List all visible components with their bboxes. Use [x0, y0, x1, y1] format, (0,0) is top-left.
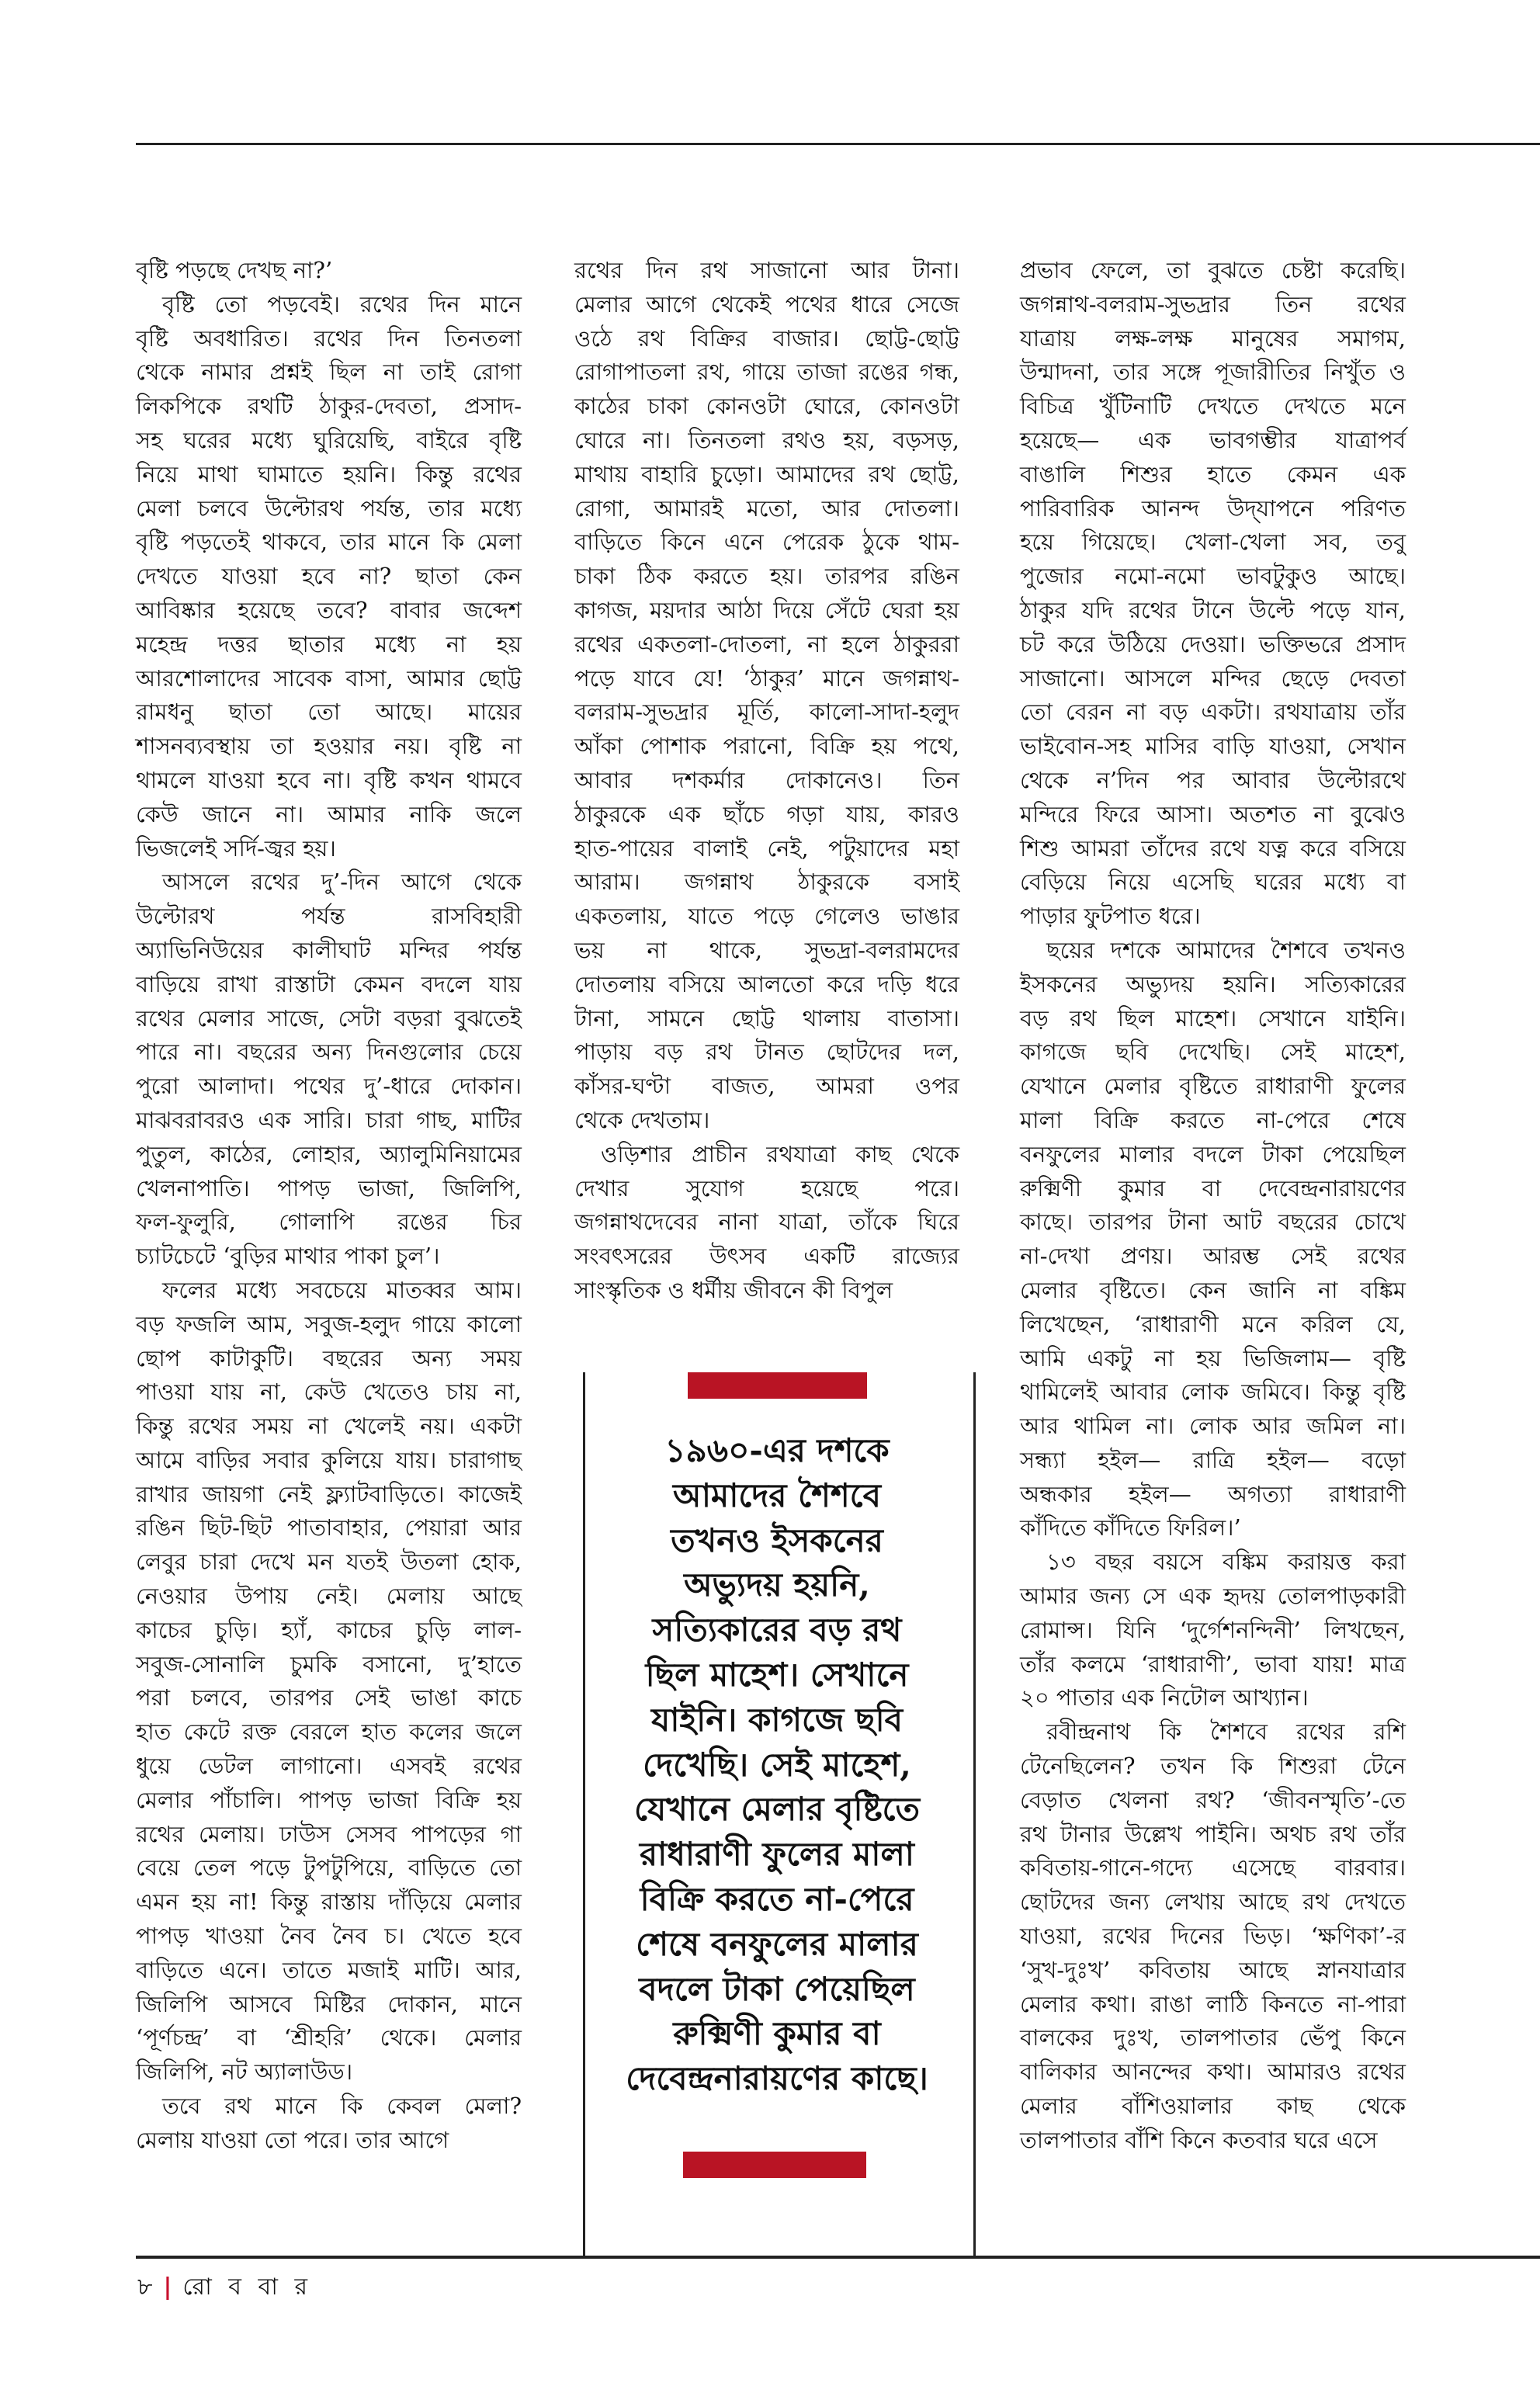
pull-quote-line: আমাদের শৈশবে: [672, 1476, 882, 1514]
text-line: পরা চলবে, তারপর সেই ভাঙা কাচে: [136, 1684, 522, 1712]
text-line: কাঁসর-ঘণ্টা বাজত, আমরা ওপর: [574, 1073, 959, 1100]
top-rule: [136, 143, 1540, 145]
text-line: যাওয়া, রথের দিনের ভিড়। ‘ক্ষণিকা’-র: [1020, 1923, 1406, 1950]
text-line: মেলার পাঁচালি। পাপড় ভাজা বিক্রি হয়: [136, 1786, 522, 1813]
text-line: টেনেছিলেন? তখন কি শিশুরা টেনে: [1020, 1753, 1406, 1780]
text-line: মাথায় বাহারি চুড়ো। আমাদের রথ ছোট্ট,: [574, 460, 959, 487]
text-line: আবিষ্কার হয়েছে তবে? বাবার জব্দেশ: [136, 596, 522, 623]
text-line: পারে না। বছরের অন্য দিনগুলোর চেয়ে: [136, 1039, 522, 1066]
text-line: ঠাকুর যদি রথের টানে উল্টে পড়ে যান,: [1020, 596, 1406, 623]
text-line: উন্মাদনা, তার সঙ্গে পূজারীতির নিখুঁত ও: [1020, 359, 1406, 386]
text-line: মন্দিরে ফিরে আসা। অতশত না বুঝেও: [1020, 800, 1406, 827]
text-line: ফল-ফুলুরি, গোলাপি রঙের চির: [136, 1209, 522, 1236]
text-line: পুরো আলাদা। পথের দু’-ধারে দোকান।: [136, 1073, 522, 1100]
text-line: এমন হয় না! কিন্তু রাস্তায় দাঁড়িয়ে মেলার: [136, 1888, 522, 1916]
text-line: আর থামিল না। লোক আর জমিল না।: [1020, 1413, 1406, 1440]
pull-quote-line: ১৯৬০-এর দশকে: [664, 1431, 890, 1469]
text-line: আবার দশকর্মার দোকানেও। তিন: [574, 766, 959, 793]
text-line: মাঝবরাবরও এক সারি। চারা গাছ, মাটির: [136, 1106, 522, 1133]
pull-quote-left-divider: [583, 1372, 585, 2257]
text-line: তাঁর কলমে ‘রাধারাণী’, ভাবা যায়! মাত্র: [1020, 1650, 1406, 1677]
text-line: হয়েছে— এক ভাবগম্ভীর যাত্রাপর্ব: [1020, 426, 1406, 453]
text-line: শিশু আমরা তাঁদের রথে যত্ন করে বসিয়ে: [1020, 834, 1406, 862]
text-line: লিখেছেন, ‘রাধারাণী মনে করিল যে,: [1020, 1310, 1406, 1337]
text-line: রবীন্দ্রনাথ কি শৈশবে রথের রশি: [1046, 1718, 1406, 1746]
text-line: নিয়ে মাথা ঘামাতে হয়নি। কিন্তু রথের: [136, 460, 522, 487]
text-line: বৃষ্টি তো পড়বেই। রথের দিন মানে: [162, 290, 522, 317]
text-line: জিলিপি, নট অ্যালাউড।: [136, 2058, 353, 2086]
text-line: ঠাকুরকে এক ছাঁচে গড়া যায়, কারও: [574, 800, 959, 827]
text-line: যেখানে মেলার বৃষ্টিতে রাধারাণী ফুলের: [1020, 1073, 1406, 1100]
text-line: পাড়ার ফুটপাত ধরে।: [1020, 903, 1201, 930]
text-line: রথের মেলার সাজে, সেটা বড়রা বুঝতেই: [136, 1004, 522, 1032]
text-line: তালপাতার বাঁশি কিনে কতবার ঘরে এসে: [1020, 2126, 1378, 2153]
footer-separator: |: [163, 2273, 177, 2301]
pull-quote-line: দেখেছি। সেই মাহেশ,: [643, 1745, 911, 1784]
pull-quote-line: রুক্মিণী কুমার বা: [673, 2014, 881, 2053]
text-line: কাচের চুড়ি। হ্যাঁ, কাচের চুড়ি লাল-: [136, 1616, 522, 1643]
text-line: রুক্মিণী কুমার বা দেবেন্দ্রনারায়ণের: [1020, 1174, 1406, 1202]
text-line: পারিবারিক আনন্দ উদ্‌যাপনে পরিণত: [1020, 494, 1406, 522]
text-line: বাড়িয়ে রাখা রাস্তাটা কেমন বদলে যায়: [136, 970, 522, 997]
text-line: একতলায়, যাতে পড়ে গেলেও ভাঙার: [574, 903, 959, 930]
text-line: ‘পূর্ণচন্দ্র’ বা ‘শ্রীহরি’ থেকে। মেলার: [136, 2024, 522, 2051]
paragraph: [136, 1274, 522, 2090]
pull-quote-top-bar: [688, 1372, 867, 1399]
text-line: না-দেখা প্রণয়। আরম্ভ সেই রথের: [1020, 1243, 1406, 1270]
text-line: প্রভাব ফেলে, তা বুঝতে চেষ্টা করেছি।: [1020, 257, 1406, 283]
text-line: আরাম। জগন্নাথ ঠাকুরকে বসাই: [574, 869, 959, 896]
text-line: বেড়িয়ে নিয়ে এসেছি ঘরের মধ্যে বা: [1020, 869, 1406, 896]
article-column-1: [136, 254, 522, 2158]
text-line: বৃষ্টি পড়ছে দেখছ না?’: [136, 257, 333, 283]
text-line: উল্টোরথ পর্যন্ত রাসবিহারী: [136, 903, 522, 930]
text-line: পুতুল, কাঠের, লোহার, অ্যালুমিনিয়ামের: [136, 1140, 522, 1167]
text-line: বলরাম-সুভদ্রার মূর্তি, কালো-সাদা-হলুদ: [574, 699, 959, 726]
text-line: আমে বাড়ির সবার কুলিয়ে যায়। চারাগাছ: [136, 1446, 522, 1473]
text-line: ছয়ের দশকে আমাদের শৈশবে তখনও: [1046, 936, 1406, 963]
text-line: রামধনু ছাতা তো আছে। মায়ের: [136, 699, 522, 726]
text-line: হয়ে গিয়েছে। খেলা-খেলা সব, তবু: [1020, 529, 1406, 556]
paragraph: [136, 2090, 522, 2158]
text-line: থামলে যাওয়া হবে না। বৃষ্টি কখন থামবে: [136, 766, 522, 793]
paragraph: [136, 254, 522, 288]
pull-quote-line: রাধারাণী ফুলের মালা: [640, 1835, 914, 1874]
text-line: বনফুলের মালার বদলে টাকা পেয়েছিল: [1020, 1140, 1406, 1167]
text-line: রোগাপাতলা রথ, গায়ে তাজা রঙের গন্ধ,: [574, 359, 959, 386]
text-line: তবে রথ মানে কি কেবল মেলা?: [162, 2093, 522, 2120]
text-line: লিকপিকে রথটি ঠাকুর-দেবতা, প্রসাদ-: [136, 393, 522, 420]
text-line: অন্ধকার হইল— অগত্যা রাধারাণী: [1020, 1480, 1406, 1507]
text-line: আমি একটু না হয় ভিজিলাম— বৃষ্টি: [1020, 1344, 1406, 1372]
text-line: সবুজ-সোনালি চুমকি বসানো, দু’হাতে: [136, 1650, 522, 1677]
text-line: আঁকা পোশাক পরানো, বিক্রি হয় পথে,: [574, 733, 959, 760]
text-line: থামিলেই আবার লোক জমিবে। কিন্তু বৃষ্টি: [1020, 1379, 1406, 1406]
text-line: সন্ধ্যা হইল— রাত্রি হইল— বড়ো: [1020, 1446, 1406, 1473]
text-line: কাছে। তারপর টানা আট বছরের চোখে: [1020, 1209, 1406, 1236]
text-line: রথের মেলায়। ঢাউস সেসব পাপড়ের গা: [136, 1820, 522, 1847]
text-line: থেকে ন’দিন পর আবার উল্টোরথে: [1020, 766, 1406, 793]
text-line: চট করে উঠিয়ে দেওয়া। ভক্তিভরে প্রসাদ: [1020, 630, 1406, 657]
text-line: থেকে নামার প্রশ্নই ছিল না তাই রোগা: [136, 359, 522, 386]
text-line: খেলনাপাতি। পাপড় ভাজা, জিলিপি,: [136, 1174, 522, 1202]
text-line: হাত কেটে রক্ত বেরলে হাত কলের জলে: [136, 1718, 522, 1746]
text-line: ছোটদের জন্য লেখায় আছে রথ দেখতে: [1020, 1888, 1406, 1916]
text-line: রঙিন ছিট-ছিট পাতাবাহার, পেয়ারা আর: [136, 1514, 522, 1542]
text-line: পাওয়া যায় না, কেউ খেতেও চায় না,: [136, 1379, 522, 1406]
text-line: সহ ঘরের মধ্যে ঘুরিয়েছি, বাইরে বৃষ্টি: [136, 426, 522, 453]
text-line: ১৩ বছর বয়সে বঙ্কিম করায়ত্ত করা: [1046, 1549, 1406, 1576]
text-line: ফলের মধ্যে সবচেয়ে মাতব্বর আম।: [162, 1276, 522, 1303]
text-line: মেলায় যাওয়া তো পরে। তার আগে: [136, 2126, 449, 2153]
publication-name: রো ব বা র: [182, 2273, 312, 2301]
pull-quote-bottom-bar: [683, 2152, 866, 2178]
text-line: যাত্রায় লক্ষ-লক্ষ মানুষের সমাগম,: [1020, 324, 1406, 352]
text-line: মেলা চলবে উল্টোরথ পর্যন্ত, তার মধ্যে: [136, 494, 522, 522]
text-line: কিন্তু রথের সময় না খেলেই নয়। একটা: [136, 1413, 522, 1440]
article-column-3: [1020, 254, 1406, 2158]
text-line: ছোপ কাটাকুটি। বছরের অন্য সময়: [136, 1344, 522, 1372]
text-line: কাঁদিতে কাঁদিতে ফিরিল।’: [1020, 1514, 1241, 1542]
paragraph: [136, 865, 522, 1274]
text-line: ভাইবোন-সহ মাসির বাড়ি যাওয়া, সেখান: [1020, 733, 1406, 760]
text-line: থেকে দেখতাম।: [574, 1106, 710, 1133]
text-line: নেওয়ার উপায় নেই। মেলায় আছে: [136, 1583, 522, 1610]
text-line: ভিজলেই সর্দি-জ্বর হয়।: [136, 834, 336, 862]
text-line: জিলিপি আসবে মিষ্টির দোকান, মানে: [136, 1990, 522, 2017]
pull-quote-line: শেষে বনফুলের মালার: [636, 1924, 918, 1963]
text-line: টানা, সামনে ছোট্ট থালায় বাতাসা।: [574, 1004, 959, 1032]
text-line: বাড়িতে কিনে এনে পেরেক ঠুকে থাম-: [574, 529, 959, 556]
pull-quote-line: যাইনি। কাগজে ছবি: [651, 1700, 903, 1739]
paragraph: [1020, 934, 1406, 1545]
text-line: অ্যাভিনিউয়ের কালীঘাট মন্দির পর্যন্ত: [136, 936, 522, 963]
article-column-2: [574, 254, 959, 1308]
pull-quote-line: বিক্রি করতে না-পেরে: [640, 1879, 914, 1918]
text-line: জগন্নাথ-বলরাম-সুভদ্রার তিন রথের: [1020, 290, 1406, 317]
text-line: পুজোর নমো-নমো ভাবটুকুও আছে।: [1020, 563, 1406, 590]
text-line: রোমান্স। যিনি ‘দুর্গেশনন্দিনী’ লিখছেন,: [1020, 1616, 1406, 1643]
text-line: দেখার সুযোগ হয়েছে পরে।: [574, 1174, 959, 1202]
text-line: পাড়ায় বড় রথ টানত ছোটদের দল,: [574, 1039, 959, 1066]
text-line: তো বেরন না বড় একটা। রথযাত্রায় তাঁর: [1020, 699, 1406, 726]
text-line: ওঠে রথ বিক্রির বাজার। ছোট্ট-ছোট্ট: [574, 324, 959, 352]
text-line: মেলার বৃষ্টিতে। কেন জানি না বঙ্কিম: [1020, 1276, 1406, 1303]
text-line: বিচিত্র খুঁটিনাটি দেখতে দেখতে মনে: [1020, 393, 1406, 420]
text-line: কেউ জানে না। আমার নাকি জলে: [136, 800, 522, 827]
paragraph: [1020, 1545, 1406, 1715]
text-line: সংবৎসরের উৎসব একটি রাজ্যের: [574, 1243, 959, 1270]
text-line: কাগজ, ময়দার আঠা দিয়ে সেঁটে ঘেরা হয়: [574, 596, 959, 623]
text-line: ইসকনের অভ্যুদয় হয়নি। সত্যিকারের: [1020, 970, 1406, 997]
text-line: সাজানো। আসলে মন্দির ছেড়ে দেবতা: [1020, 664, 1406, 692]
text-line: শাসনব্যবস্থায় তা হওয়ার নয়। বৃষ্টি না: [136, 733, 522, 760]
page-number: ৮: [137, 2273, 158, 2301]
text-line: ২০ পাতার এক নিটোল আখ্যান।: [1020, 1684, 1309, 1712]
text-line: রথ টানার উল্লেখ পাইনি। অথচ রথ তাঁর: [1020, 1820, 1406, 1847]
text-line: বড় ফজলি আম, সবুজ-হলুদ গায়ে কালো: [136, 1310, 522, 1337]
text-line: রথের একতলা-দোতলা, না হলে ঠাকুররা: [574, 630, 959, 657]
text-line: মেলার কথা। রাঙা লাঠি কিনতে না-পারা: [1020, 1990, 1406, 2017]
paragraph: [1020, 1715, 1406, 2157]
text-line: সাংস্কৃতিক ও ধর্মীয় জীবনে কী বিপুল: [574, 1276, 893, 1303]
text-line: ‘সুখ-দুঃখ’ কবিতায় আছে স্নানযাত্রার: [1020, 1956, 1406, 1983]
text-line: বালকের দুঃখ, তালপাতার ভেঁপু কিনে: [1020, 2024, 1406, 2051]
text-line: পাপড় খাওয়া নৈব নৈব চ। খেতে হবে: [136, 1923, 522, 1950]
pull-quote-line: অভ্যুদয় হয়নি,: [684, 1566, 870, 1604]
text-line: মালা বিক্রি করতে না-পেরে শেষে: [1020, 1106, 1406, 1133]
text-line: বেড়াত খেলনা রথ? ‘জীবনস্মৃতি’-তে: [1020, 1786, 1406, 1813]
text-line: বাঙালি শিশুর হাতে কেমন এক: [1020, 460, 1406, 487]
pull-quote-line: যেখানে মেলার বৃষ্টিতে: [633, 1790, 921, 1829]
text-line: কাগজে ছবি দেখেছি। সেই মাহেশ,: [1020, 1039, 1406, 1066]
text-line: মহেন্দ্র দত্তর ছাতার মধ্যে না হয়: [136, 630, 522, 657]
text-line: হাত-পায়ের বালাই নেই, পটুয়াদের মহা: [574, 834, 959, 862]
text-line: দেখতে যাওয়া হবে না? ছাতা কেন: [136, 563, 522, 590]
text-line: চাকা ঠিক করতে হয়। তারপর রঙিন: [574, 563, 959, 590]
text-line: বৃষ্টি পড়তেই থাকবে, তার মানে কি মেলা: [136, 529, 522, 556]
pull-quote-right-divider: [973, 1372, 976, 2257]
text-line: রথের দিন রথ সাজানো আর টানা।: [574, 257, 959, 283]
text-line: লেবুর চারা দেখে মন যতই উতলা হোক,: [136, 1549, 522, 1576]
text-line: ধুয়ে ডেটল লাগানো। এসবই রথের: [136, 1753, 522, 1780]
pull-quote-line: তখনও ইসকনের: [671, 1521, 883, 1559]
text-line: দোতলায় বসিয়ে আলতো করে দড়ি ধরে: [574, 970, 959, 997]
text-line: মেলার আগে থেকেই পথের ধারে সেজে: [574, 290, 959, 317]
text-line: মেলার বাঁশিওয়ালার কাছ থেকে: [1020, 2093, 1406, 2120]
text-line: বড় রথ ছিল মাহেশ। সেখানে যাইনি।: [1020, 1004, 1406, 1032]
text-line: ঘোরে না। তিনতলা রথও হয়, বড়সড়,: [574, 426, 959, 453]
paragraph: [136, 288, 522, 866]
text-line: ওড়িশার প্রাচীন রথযাত্রা কাছ থেকে: [601, 1140, 959, 1167]
pull-quote-line: সত্যিকারের বড় রথ: [652, 1611, 902, 1649]
text-line: বেয়ে তেল পড়ে টুপটুপিয়ে, বাড়িতে তো: [136, 1854, 522, 1881]
text-line: বাড়িতে এনে। তাতে মজাই মাটি। আর,: [136, 1956, 522, 1983]
text-line: আসলে রথের দু’-দিন আগে থেকে: [162, 869, 522, 896]
text-line: বালিকার আনন্দের কথা। আমারও রথের: [1020, 2058, 1406, 2086]
pull-quote-line: ছিল মাহেশ। সেখানে: [645, 1655, 909, 1694]
text-line: কবিতায়-গানে-গদ্যে এসেছে বারবার।: [1020, 1854, 1406, 1881]
text-line: চ্যাটচেটে ‘বুড়ির মাথার পাকা চুল’।: [136, 1243, 440, 1270]
pull-quote-line: বদলে টাকা পেয়েছিল: [639, 1969, 915, 2008]
pull-quote: [598, 1428, 956, 2101]
text-line: ভয় না থাকে, সুভদ্রা-বলরামদের: [574, 936, 959, 963]
paragraph: [1020, 254, 1406, 934]
text-line: আরশোলাদের সাবেক বাসা, আমার ছোট্ট: [136, 664, 522, 692]
paragraph: [574, 254, 959, 1138]
paragraph: [574, 1138, 959, 1308]
text-line: রাখার জায়গা নেই ফ্ল্যাটবাড়িতে। কাজেই: [136, 1480, 522, 1507]
bottom-rule: [136, 2256, 1540, 2259]
text-line: বৃষ্টি অবধারিত। রথের দিন তিনতলা: [136, 324, 522, 352]
page-footer: [137, 2268, 312, 2308]
text-line: পড়ে যাবে যে! ‘ঠাকুর’ মানে জগন্নাথ-: [574, 664, 959, 692]
text-line: আমার জন্য সে এক হৃদয় তোলপাড়কারী: [1020, 1583, 1406, 1610]
text-line: জগন্নাথদেবের নানা যাত্রা, তাঁকে ঘিরে: [574, 1209, 959, 1236]
text-line: রোগা, আমারই মতো, আর দোতলা।: [574, 494, 959, 522]
pull-quote-line: দেবেন্দ্রনারায়ণের কাছে।: [626, 2059, 928, 2098]
text-line: কাঠের চাকা কোনওটা ঘোরে, কোনওটা: [574, 393, 959, 420]
